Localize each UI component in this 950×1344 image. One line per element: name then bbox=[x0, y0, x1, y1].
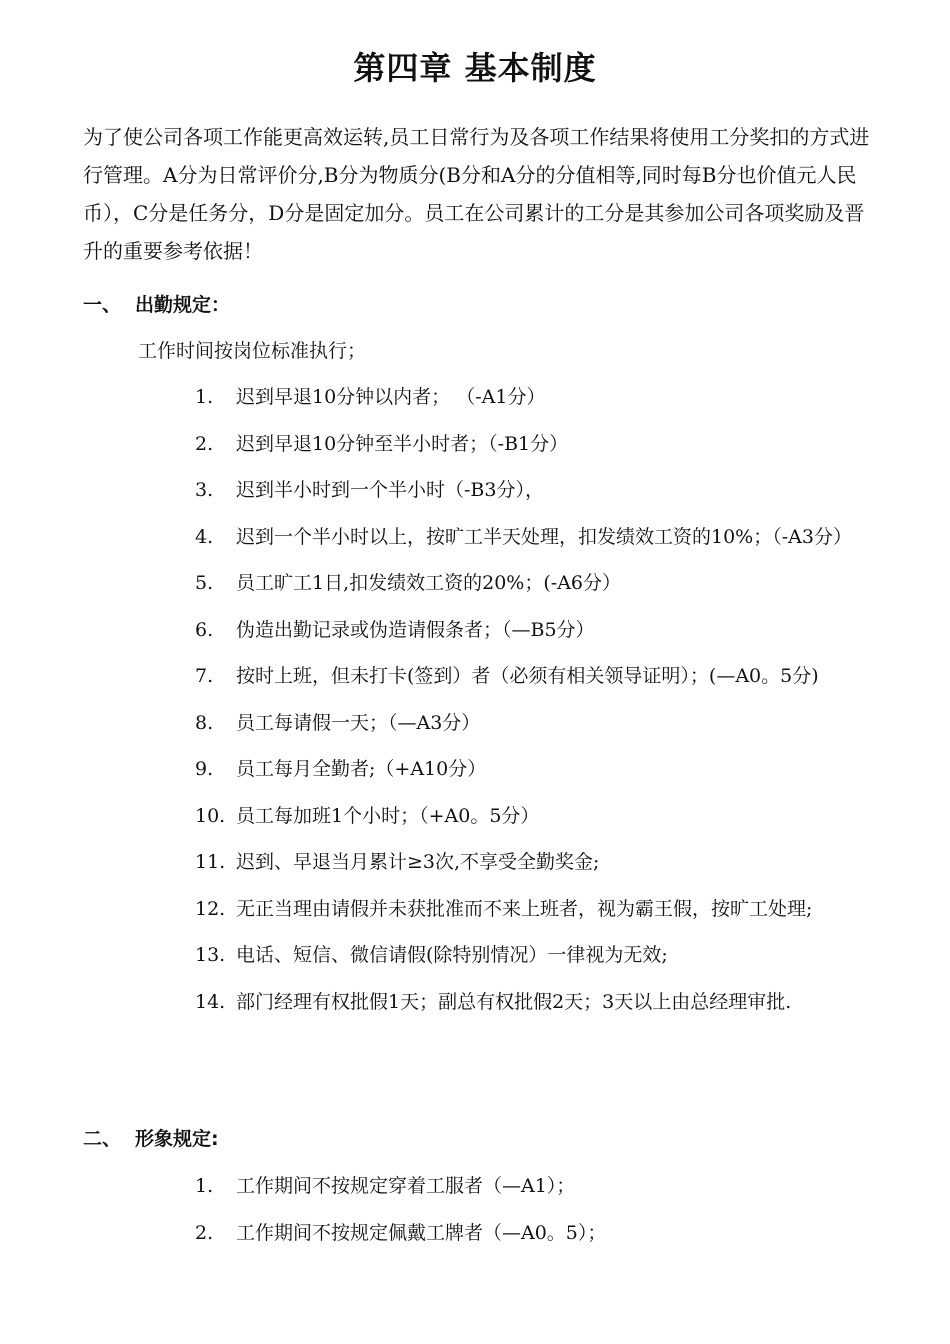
item-number: 8. bbox=[195, 711, 214, 734]
item-number: 14. bbox=[195, 990, 226, 1013]
list-item bbox=[195, 940, 895, 970]
section-intro: 工作时间按岗位标准执行； bbox=[138, 340, 367, 362]
item-number: 10. bbox=[195, 804, 226, 827]
item-number: 9. bbox=[195, 758, 214, 780]
item-number: 1. bbox=[195, 386, 214, 408]
section-title: 出勤规定： bbox=[135, 294, 231, 316]
list-item bbox=[195, 754, 895, 784]
list-item bbox=[195, 522, 895, 552]
section-number: 二、 bbox=[83, 1128, 122, 1150]
item-number: 5. bbox=[195, 572, 214, 594]
item-text: 部门经理有权批假1天；副总有权批假2天；3天以上由总经理审批. bbox=[236, 990, 792, 1013]
list-item bbox=[195, 429, 895, 459]
section-heading-attendance bbox=[83, 290, 230, 320]
list-item bbox=[195, 475, 895, 505]
item-text: 员工每加班1个小时；（+A0。5分） bbox=[236, 804, 540, 827]
list-item bbox=[195, 1218, 895, 1248]
intro-paragraph: 为了使公司各项工作能更高效运转,员工日常行为及各项工作结果将使用工分奖扣的方式进行管理。A分为日常评价分,B分为物质分(B分和A分的分值相等,同时每B分也价值元人民币），C分是任务分，D分是固定加分。员工在公司累计的工分是其参加公司各项奖励及晋升的重要参考依据！ bbox=[83, 125, 870, 263]
item-text: 员工旷工1日,扣发绩效工资的20%；(-A6分） bbox=[236, 572, 622, 594]
item-number: 11. bbox=[195, 851, 226, 873]
section-number: 一、 bbox=[83, 294, 122, 316]
item-text: 迟到一个半小时以上，按旷工半天处理，扣发绩效工资的10%；（-A3分） bbox=[236, 525, 852, 548]
item-text: 员工每月全勤者;（+A10分） bbox=[236, 758, 487, 780]
item-text: 迟到早退10分钟以内者； （-A1分） bbox=[236, 386, 546, 408]
item-text: 无正当理由请假并未获批准而不来上班者，视为霸王假，按旷工处理; bbox=[236, 897, 813, 920]
item-text: 员工每请假一天；（—A3分） bbox=[236, 711, 481, 734]
attendance-rules-list bbox=[195, 382, 895, 1033]
item-number: 2. bbox=[195, 432, 214, 455]
section-heading-appearance bbox=[83, 1124, 219, 1154]
item-text: 工作期间不按规定穿着工服者（—A1）； bbox=[236, 1175, 576, 1197]
item-number: 7. bbox=[195, 665, 214, 687]
item-number: 13. bbox=[195, 944, 226, 966]
item-number: 4. bbox=[195, 525, 214, 548]
item-number: 3. bbox=[195, 479, 214, 501]
list-item bbox=[195, 847, 895, 877]
list-item bbox=[195, 1171, 895, 1201]
section-title: 形象规定: bbox=[135, 1128, 219, 1150]
list-item bbox=[195, 568, 895, 598]
item-text: 伪造出勤记录或伪造请假条者；（—B5分） bbox=[236, 618, 595, 641]
item-text: 电话、短信、微信请假(除特别情况）一律视为无效; bbox=[236, 944, 668, 966]
item-text: 迟到早退10分钟至半小时者；（-B1分） bbox=[236, 432, 569, 455]
list-item bbox=[195, 708, 895, 738]
item-number: 12. bbox=[195, 897, 226, 920]
list-item bbox=[195, 661, 895, 691]
item-text: 按时上班，但未打卡(签到）者（必须有相关领导证明）；(—A0。5分) bbox=[236, 665, 819, 687]
list-item bbox=[195, 894, 895, 924]
list-item bbox=[195, 801, 895, 831]
item-number: 6. bbox=[195, 618, 214, 641]
item-number: 1. bbox=[195, 1175, 214, 1197]
item-text: 迟到、早退当月累计≥3次,不享受全勤奖金; bbox=[236, 851, 600, 873]
appearance-rules-list bbox=[195, 1171, 895, 1265]
list-item bbox=[195, 987, 895, 1017]
chapter-title: 第四章 基本制度 bbox=[353, 49, 597, 87]
item-text: 工作期间不按规定佩戴工牌者（—A0。5）； bbox=[236, 1222, 607, 1244]
list-item bbox=[195, 382, 895, 412]
list-item bbox=[195, 615, 895, 645]
item-number: 2. bbox=[195, 1222, 214, 1244]
item-text: 迟到半小时到一个半小时（-B3分）， bbox=[236, 479, 544, 501]
